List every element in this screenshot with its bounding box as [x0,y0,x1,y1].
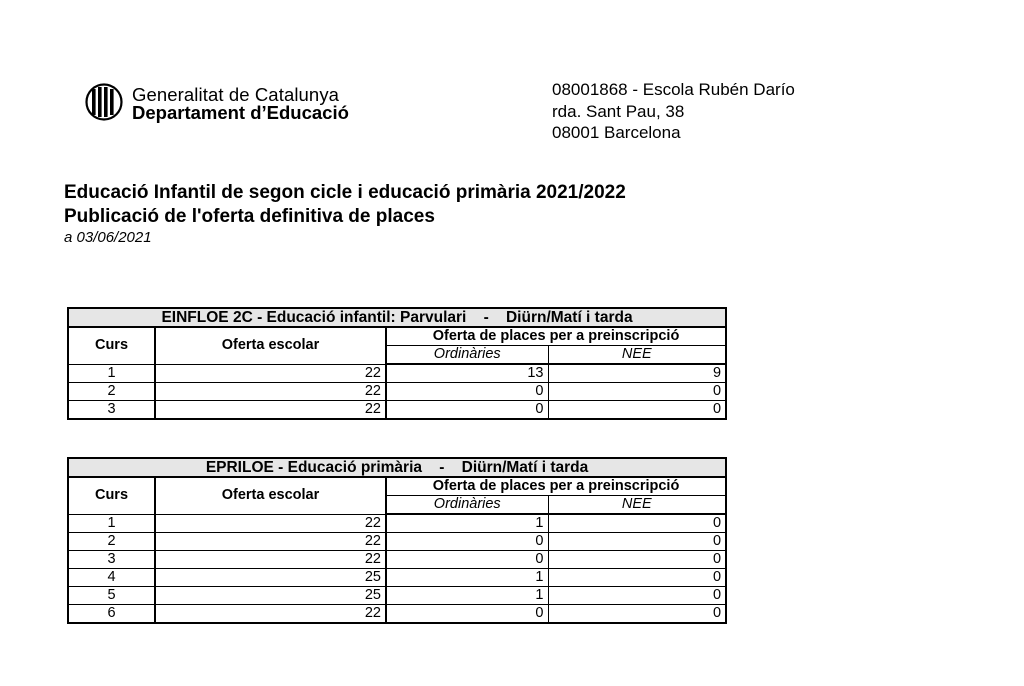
col-header-nee: NEE [548,496,726,515]
cell-curs: 4 [68,569,155,587]
cell-nee: 0 [548,551,726,569]
document-heading [64,181,626,247]
cell-oferta: 22 [155,514,386,533]
table-row [68,569,726,587]
cell-nee: 0 [548,569,726,587]
table-title: EPRILOE - Educació primària - Diürn/Matí i tarda [68,458,726,477]
table-row [68,605,726,624]
generalitat-emblem-icon [84,83,124,121]
cell-oferta: 25 [155,569,386,587]
school-address [552,79,795,144]
cell-ordinaries: 0 [386,551,548,569]
cell-curs: 2 [68,383,155,401]
cell-nee: 0 [548,587,726,605]
table-row [68,587,726,605]
cell-curs: 1 [68,364,155,383]
cell-nee: 0 [548,383,726,401]
cell-curs: 6 [68,605,155,624]
cell-oferta: 22 [155,605,386,624]
document-title: Educació Infantil de segon cicle i educació primària 2021/2022 [64,182,626,203]
school-street: rda. Sant Pau, 38 [552,101,685,121]
cell-oferta: 22 [155,364,386,383]
cell-curs: 2 [68,533,155,551]
offer-table-einfloe [67,307,727,420]
table-title: EINFLOE 2C - Educació infantil: Parvulari - Diürn/Matí i tarda [68,308,726,327]
cell-ordinaries: 1 [386,514,548,533]
cell-ordinaries: 1 [386,587,548,605]
col-header-curs: Curs [68,477,155,514]
cell-nee: 0 [548,514,726,533]
document-subtitle: Publicació de l'oferta definitiva de places [64,206,435,227]
cell-nee: 9 [548,364,726,383]
col-header-nee: NEE [548,346,726,365]
table-row [68,383,726,401]
col-header-ordinaries: Ordinàries [386,496,548,515]
cell-ordinaries: 1 [386,569,548,587]
cell-curs: 1 [68,514,155,533]
table-row [68,551,726,569]
cell-ordinaries: 0 [386,533,548,551]
col-header-oferta: Oferta escolar [155,477,386,514]
col-header-oferta: Oferta escolar [155,327,386,364]
offer-table-epriloe [67,457,727,624]
col-header-ordinaries: Ordinàries [386,346,548,365]
col-header-curs: Curs [68,327,155,364]
table-row [68,401,726,420]
col-header-group: Oferta de places per a preinscripció [386,327,726,346]
cell-ordinaries: 0 [386,605,548,624]
cell-ordinaries: 0 [386,383,548,401]
school-city: 08001 Barcelona [552,123,681,142]
logo-department-text: Departament d’Educació [132,102,349,123]
cell-curs: 3 [68,551,155,569]
cell-nee: 0 [548,605,726,624]
table-row [68,514,726,533]
logo-generalitat-text: Generalitat de Catalunya [132,84,340,105]
col-header-group: Oferta de places per a preinscripció [386,477,726,496]
publication-date: a 03/06/2021 [64,229,152,246]
cell-oferta: 22 [155,383,386,401]
cell-ordinaries: 13 [386,364,548,383]
cell-nee: 0 [548,533,726,551]
cell-ordinaries: 0 [386,401,548,420]
cell-oferta: 22 [155,551,386,569]
cell-curs: 5 [68,587,155,605]
cell-oferta: 22 [155,401,386,420]
cell-oferta: 25 [155,587,386,605]
table-row [68,533,726,551]
cell-oferta: 22 [155,533,386,551]
table-row [68,364,726,383]
school-code-name: 08001868 - Escola Rubén Darío [552,80,795,99]
cell-nee: 0 [548,401,726,420]
cell-curs: 3 [68,401,155,420]
